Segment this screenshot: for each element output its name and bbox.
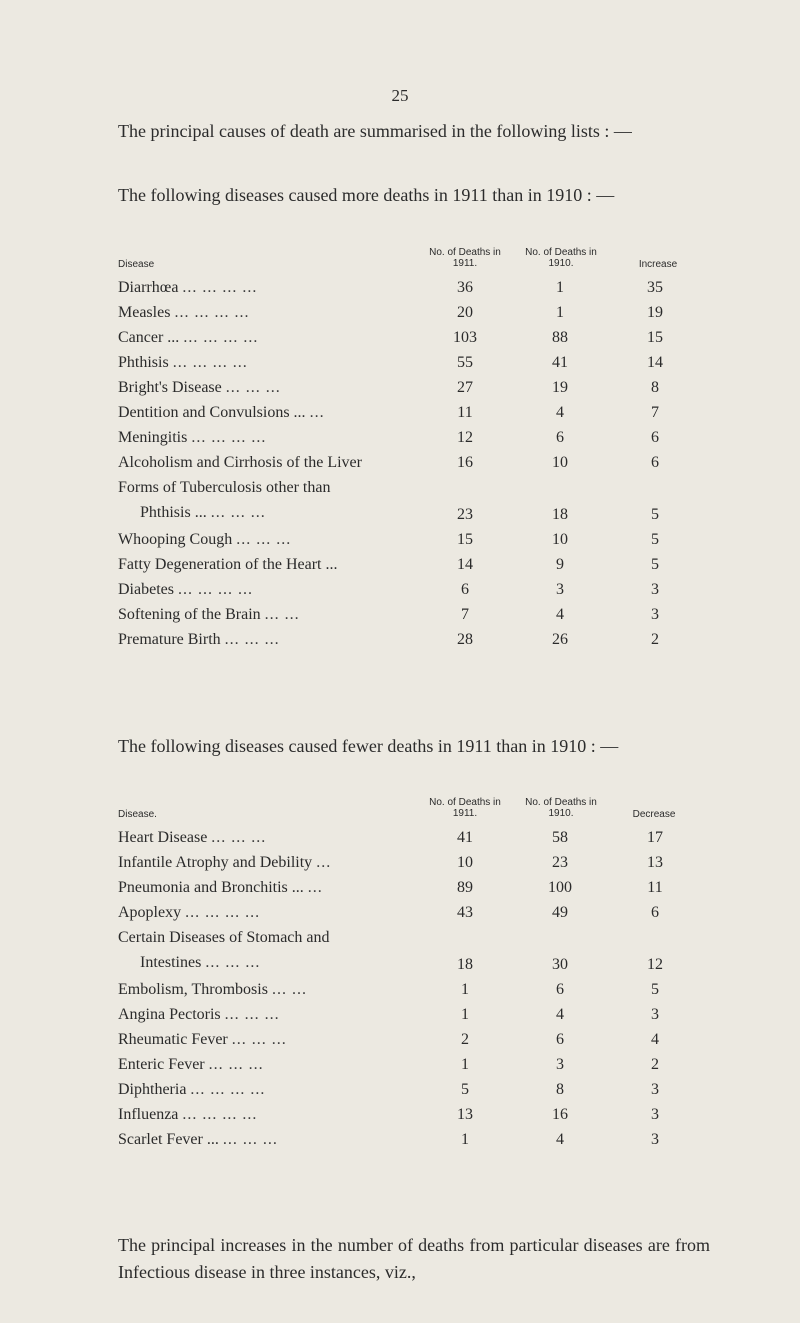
- difference: 8: [651, 379, 659, 396]
- leader-dots: ... ... ...: [224, 631, 280, 648]
- leader-dots: ...: [316, 854, 332, 871]
- disease-name: [118, 350, 453, 375]
- disease-name: [118, 1127, 453, 1152]
- disease-name: [118, 300, 453, 325]
- disease-label: Embolism, Thrombosis: [118, 981, 268, 998]
- difference: 12: [647, 956, 663, 973]
- decrease-heading: The following diseases caused fewer deaths in 1911 than in 1910 : —: [118, 736, 619, 756]
- leader-dots: ... ... ...: [210, 504, 266, 521]
- disease-label: Measles: [118, 304, 171, 321]
- disease-label-continued: Phthisis ...: [140, 504, 207, 521]
- difference: 6: [651, 904, 659, 921]
- difference: 2: [651, 631, 659, 648]
- table-row: [118, 577, 718, 602]
- disease-label: Influenza: [118, 1106, 179, 1123]
- deaths-1910: 9: [556, 556, 564, 573]
- deaths-1911: 43: [457, 904, 473, 921]
- difference: 3: [651, 1006, 659, 1023]
- disease-name: [118, 1027, 453, 1052]
- difference: 17: [647, 829, 663, 846]
- deaths-1911: 36: [457, 279, 473, 296]
- closing-paragraph: The principal increases in the number of deaths from particular diseases are from Infectious disease in three instances, viz.,: [118, 1235, 710, 1282]
- disease-label: Scarlet Fever ...: [118, 1131, 219, 1148]
- disease-name: [118, 425, 453, 450]
- disease-label: Alcoholism and Cirrhosis of the Liver: [118, 454, 362, 471]
- deaths-1911: 13: [457, 1106, 473, 1123]
- table-row: [118, 527, 718, 552]
- deaths-1910: 100: [548, 879, 572, 896]
- deaths-1911: 10: [457, 854, 473, 871]
- deaths-1910: 1: [556, 304, 564, 321]
- deaths-1911: 14: [457, 556, 473, 573]
- deaths-1910: 1: [556, 279, 564, 296]
- deaths-1910: 41: [552, 354, 568, 371]
- leader-dots: ... ... ...: [211, 829, 267, 846]
- table-row: [118, 350, 718, 375]
- col-1910: No. of Deaths in 1910.: [525, 247, 597, 269]
- deaths-1910: 6: [556, 981, 564, 998]
- difference: 3: [651, 1131, 659, 1148]
- table-row: [118, 977, 718, 1002]
- deaths-1910: 10: [552, 454, 568, 471]
- deaths-1911: 11: [457, 404, 473, 421]
- disease-name: [118, 375, 453, 400]
- leader-dots: ... ... ...: [208, 1056, 264, 1073]
- deaths-1910: 6: [556, 429, 564, 446]
- leader-dots: ...: [307, 879, 323, 896]
- deaths-1911: 103: [453, 329, 477, 346]
- disease-name: [118, 527, 453, 552]
- deaths-1911: 55: [457, 354, 473, 371]
- disease-label: Certain Diseases of Stomach and: [118, 929, 330, 946]
- table-row: [118, 400, 718, 425]
- disease-label: Enteric Fever: [118, 1056, 205, 1073]
- decrease-rows: [118, 825, 718, 1152]
- disease-label: Phthisis: [118, 354, 169, 371]
- leader-dots: ... ... ... ...: [182, 279, 258, 296]
- leader-dots: ... ... ... ...: [191, 429, 267, 446]
- disease-name: [118, 1102, 453, 1127]
- disease-label: Cancer ...: [118, 329, 180, 346]
- disease-name: [118, 627, 453, 652]
- disease-label: Apoplexy: [118, 904, 182, 921]
- difference: 6: [651, 454, 659, 471]
- table-row: [118, 1002, 718, 1027]
- disease-name: [118, 900, 453, 925]
- difference: 2: [651, 1056, 659, 1073]
- decrease-table: [118, 797, 718, 1152]
- deaths-1910: 4: [556, 1006, 564, 1023]
- deaths-1911: 1: [461, 1056, 469, 1073]
- table-row: [118, 627, 718, 652]
- deaths-1910: 4: [556, 1131, 564, 1148]
- col-disease: Disease: [118, 259, 155, 270]
- deaths-1911: 27: [457, 379, 473, 396]
- leader-dots: ... ... ...: [224, 1006, 280, 1023]
- deaths-1910: 23: [552, 854, 568, 871]
- deaths-1911: 1: [461, 981, 469, 998]
- disease-label: Softening of the Brain: [118, 606, 261, 623]
- disease-label: Forms of Tuberculosis other than: [118, 479, 331, 496]
- disease-label: Pneumonia and Bronchitis ...: [118, 879, 304, 896]
- difference: 3: [651, 606, 659, 623]
- table-row: [118, 475, 718, 527]
- table-row: [118, 325, 718, 350]
- table-row: [118, 1102, 718, 1127]
- increase-table: [118, 247, 718, 652]
- deaths-1910: 19: [552, 379, 568, 396]
- increase-heading: The following diseases caused more deaths in 1911 than in 1910 : —: [118, 185, 615, 205]
- disease-label: Angina Pectoris: [118, 1006, 221, 1023]
- leader-dots: ... ...: [271, 981, 307, 998]
- table-row: [118, 375, 718, 400]
- disease-label: Infantile Atrophy and Debility: [118, 854, 313, 871]
- disease-name: [118, 875, 453, 900]
- disease-label: Dentition and Convulsions ...: [118, 404, 306, 421]
- disease-label: Diarrhœa: [118, 279, 179, 296]
- disease-name: [118, 602, 453, 627]
- disease-name: [118, 552, 453, 577]
- disease-label: Whooping Cough: [118, 531, 233, 548]
- disease-label: Rheumatic Fever: [118, 1031, 228, 1048]
- disease-label: Heart Disease: [118, 829, 208, 846]
- table-row: [118, 1027, 718, 1052]
- deaths-1910: 88: [552, 329, 568, 346]
- disease-name: [118, 325, 453, 350]
- difference: 11: [647, 879, 663, 896]
- disease-label: Premature Birth: [118, 631, 221, 648]
- table-row: [118, 1127, 718, 1152]
- deaths-1910: 8: [556, 1081, 564, 1098]
- table-row: [118, 450, 718, 475]
- disease-name: [118, 475, 453, 525]
- difference: 15: [647, 329, 663, 346]
- difference: 5: [651, 556, 659, 573]
- table-row: [118, 900, 718, 925]
- disease-name: [118, 450, 453, 475]
- intro-paragraph: The principal causes of death are summarised in the following lists : —: [118, 121, 632, 141]
- leader-dots: ... ... ... ...: [177, 581, 253, 598]
- leader-dots: ... ... ... ...: [172, 354, 248, 371]
- disease-label-continued: Intestines: [140, 954, 202, 971]
- leader-dots: ... ... ...: [205, 954, 261, 971]
- table-row: [118, 875, 718, 900]
- deaths-1911: 2: [461, 1031, 469, 1048]
- leader-dots: ... ... ...: [222, 1131, 278, 1148]
- col-increase: Increase: [638, 259, 678, 270]
- deaths-1911: 12: [457, 429, 473, 446]
- col-disease: Disease.: [118, 809, 157, 820]
- deaths-1911: 89: [457, 879, 473, 896]
- decrease-table-header: [118, 797, 718, 825]
- table-row: [118, 850, 718, 875]
- deaths-1910: 6: [556, 1031, 564, 1048]
- deaths-1911: 20: [457, 304, 473, 321]
- disease-name: [118, 1052, 453, 1077]
- disease-label: Fatty Degeneration of the Heart ...: [118, 556, 338, 573]
- difference: 5: [651, 531, 659, 548]
- leader-dots: ... ... ...: [225, 379, 281, 396]
- difference: 3: [651, 1081, 659, 1098]
- disease-label: Diabetes: [118, 581, 174, 598]
- table-row: [118, 300, 718, 325]
- leader-dots: ... ... ...: [231, 1031, 287, 1048]
- difference: 19: [647, 304, 663, 321]
- deaths-1911: 23: [457, 506, 473, 523]
- deaths-1910: 26: [552, 631, 568, 648]
- deaths-1910: 3: [556, 581, 564, 598]
- table-row: [118, 425, 718, 450]
- difference: 7: [651, 404, 659, 421]
- leader-dots: ... ...: [264, 606, 300, 623]
- col-1911: No. of Deaths in 1911.: [429, 247, 501, 269]
- leader-dots: ... ... ... ...: [185, 904, 261, 921]
- leader-dots: ... ... ... ...: [174, 304, 250, 321]
- deaths-1911: 15: [457, 531, 473, 548]
- difference: 5: [651, 506, 659, 523]
- deaths-1910: 30: [552, 956, 568, 973]
- deaths-1910: 58: [552, 829, 568, 846]
- difference: 35: [647, 279, 663, 296]
- table-row: [118, 825, 718, 850]
- deaths-1911: 16: [457, 454, 473, 471]
- disease-name: [118, 577, 453, 602]
- col-decrease: Decrease: [632, 809, 676, 820]
- deaths-1911: 28: [457, 631, 473, 648]
- disease-name: [118, 825, 453, 850]
- disease-label: Diphtheria: [118, 1081, 187, 1098]
- disease-label: Meningitis: [118, 429, 188, 446]
- increase-table-header: [118, 247, 718, 275]
- table-row: [118, 925, 718, 977]
- table-row: [118, 1052, 718, 1077]
- col-1911: No. of Deaths in 1911.: [429, 797, 501, 819]
- deaths-1911: 5: [461, 1081, 469, 1098]
- deaths-1910: 18: [552, 506, 568, 523]
- page-number: 25: [391, 86, 409, 105]
- leader-dots: ... ... ... ...: [183, 329, 259, 346]
- disease-name: [118, 1077, 453, 1102]
- col-1910: No. of Deaths in 1910.: [525, 797, 597, 819]
- deaths-1910: 4: [556, 606, 564, 623]
- deaths-1911: 6: [461, 581, 469, 598]
- deaths-1910: 49: [552, 904, 568, 921]
- table-row: [118, 552, 718, 577]
- difference: 3: [651, 581, 659, 598]
- difference: 14: [647, 354, 663, 371]
- deaths-1911: 1: [461, 1006, 469, 1023]
- disease-name: [118, 850, 453, 875]
- leader-dots: ... ... ... ...: [190, 1081, 266, 1098]
- disease-label: Bright's Disease: [118, 379, 222, 396]
- deaths-1911: 7: [461, 606, 469, 623]
- increase-rows: [118, 275, 718, 652]
- difference: 13: [647, 854, 663, 871]
- disease-name: [118, 1002, 453, 1027]
- deaths-1911: 41: [457, 829, 473, 846]
- leader-dots: ...: [309, 404, 325, 421]
- deaths-1911: 18: [457, 956, 473, 973]
- leader-dots: ... ... ...: [236, 531, 292, 548]
- deaths-1911: 1: [461, 1131, 469, 1148]
- difference: 6: [651, 429, 659, 446]
- disease-name: [118, 977, 453, 1002]
- deaths-1910: 3: [556, 1056, 564, 1073]
- disease-name: [118, 925, 453, 975]
- deaths-1910: 10: [552, 531, 568, 548]
- table-row: [118, 1077, 718, 1102]
- disease-name: [118, 400, 453, 425]
- table-row: [118, 602, 718, 627]
- deaths-1910: 4: [556, 404, 564, 421]
- table-row: [118, 275, 718, 300]
- deaths-1910: 16: [552, 1106, 568, 1123]
- difference: 3: [651, 1106, 659, 1123]
- difference: 4: [651, 1031, 659, 1048]
- difference: 5: [651, 981, 659, 998]
- disease-name: [118, 275, 453, 300]
- leader-dots: ... ... ... ...: [182, 1106, 258, 1123]
